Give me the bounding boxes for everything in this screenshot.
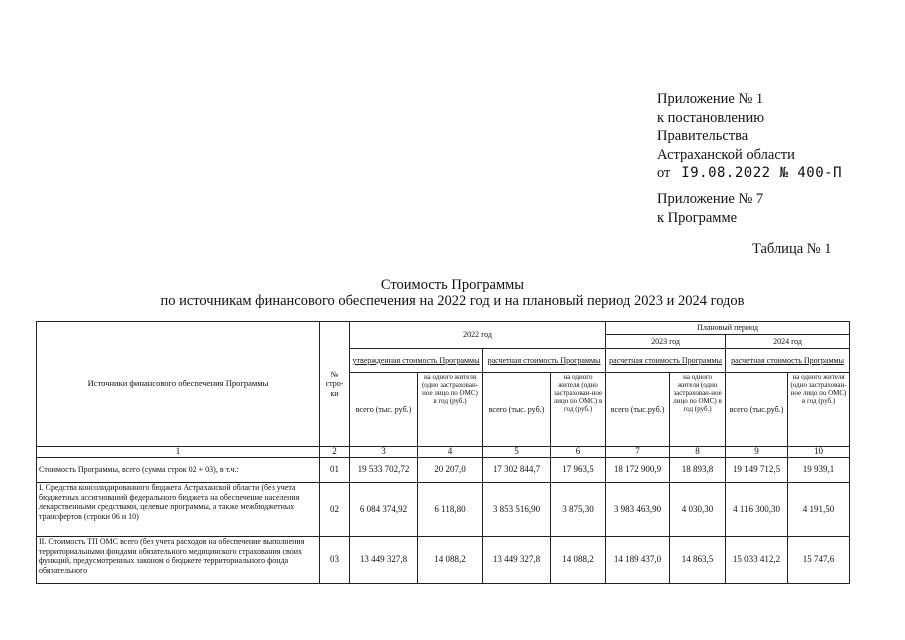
program-appendix-heading <box>657 190 763 227</box>
appendix-line-4: Астраханской области <box>657 146 795 163</box>
column-number: 3 <box>350 447 418 458</box>
cell-total-2022-calculated: 13 449 327,8 <box>483 537 551 584</box>
header-total-9: всего (тыс.руб.) <box>726 373 788 447</box>
cost-table <box>36 321 850 584</box>
cell-per-person-2023: 14 863,5 <box>670 537 726 584</box>
header-year-2022: 2022 год <box>350 322 606 349</box>
program-appendix-line-2: к Программе <box>657 209 738 226</box>
column-number: 2 <box>320 447 350 458</box>
cell-total-2024: 19 149 712,5 <box>726 458 788 483</box>
cell-total-2022-calculated: 17 302 844,7 <box>483 458 551 483</box>
appendix-heading <box>657 90 842 183</box>
cell-per-person-2022-approved: 20 207,0 <box>418 458 483 483</box>
row-number: 02 <box>320 483 350 537</box>
order-reference <box>657 164 842 183</box>
row-number: 01 <box>320 458 350 483</box>
cell-total-2022-approved: 6 084 374,92 <box>350 483 418 537</box>
cell-per-person-2024: 19 939,1 <box>788 458 850 483</box>
order-date-number: I9.08.2022 № 400-П <box>681 165 842 181</box>
header-per-person-8: на одного жителя (одно застрахован-ное лицо по ОМС) в год (руб.) <box>670 373 726 447</box>
cell-total-2022-approved: 13 449 327,8 <box>350 537 418 584</box>
cell-total-2022-calculated: 3 853 516,90 <box>483 483 551 537</box>
header-total-3: всего (тыс. руб.) <box>350 373 418 447</box>
column-number-row <box>37 447 850 458</box>
document-title: Стоимость Программы <box>380 277 525 293</box>
cell-per-person-2024: 4 191,50 <box>788 483 850 537</box>
header-calculated-cost-2024: расчетная стоимость Программы <box>726 349 850 373</box>
cell-total-2023: 14 189 437,0 <box>606 537 670 584</box>
cell-total-2024: 4 116 300,30 <box>726 483 788 537</box>
header-calculated-cost-2022: расчетная стоимость Программы <box>483 349 606 373</box>
column-number: 8 <box>670 447 726 458</box>
order-prefix: от <box>657 165 671 181</box>
header-per-person-6: на одного жителя (одно застрахован-ное лицо по ОМС) в год (руб.) <box>551 373 606 447</box>
column-number: 6 <box>551 447 606 458</box>
cell-per-person-2022-calculated: 3 875,30 <box>551 483 606 537</box>
table-row <box>37 458 850 483</box>
row-source: Стоимость Программы, всего (сумма строк 02 + 03), в т.ч.: <box>37 458 320 483</box>
column-number: 4 <box>418 447 483 458</box>
column-number: 1 <box>37 447 320 458</box>
cell-per-person-2022-calculated: 14 088,2 <box>551 537 606 584</box>
header-total-5: всего (тыс. руб.) <box>483 373 551 447</box>
cell-per-person-2023: 4 030,30 <box>670 483 726 537</box>
table-row <box>37 483 850 537</box>
header-per-person-4: на одного жителя (одно застрахован-ное лицо по ОМС) в год (руб.) <box>418 373 483 447</box>
column-number: 7 <box>606 447 670 458</box>
cell-per-person-2022-approved: 14 088,2 <box>418 537 483 584</box>
header-year-2023: 2023 год <box>606 335 726 349</box>
header-total-7: всего (тыс.руб.) <box>606 373 670 447</box>
cell-total-2024: 15 033 412,2 <box>726 537 788 584</box>
row-source: I. Средства консолидированного бюджета Астраханской области (без учета бюджетных ассигнований федерального бюджета на обеспечение населения лекарственными средствами, целевые программы, а также межбюджетных трансфертов (строки 06 и 10) <box>37 483 320 537</box>
column-number: 10 <box>788 447 850 458</box>
column-number: 5 <box>483 447 551 458</box>
document-subtitle: по источникам финансового обеспечения на 2022 год и на плановый период 2023 и 2024 годов <box>160 293 745 309</box>
cell-per-person-2024: 15 747,6 <box>788 537 850 584</box>
appendix-line-3: Правительства <box>657 128 749 144</box>
row-source: II. Стоимость ТП ОМС всего (без учета расходов на обеспечение выполнения территориальными фондами обязательного медицинского страхования своих функций, предусмотренных законом о бюджете территориального фонда обязательного <box>37 537 320 584</box>
column-number: 9 <box>726 447 788 458</box>
appendix-line-1: Приложение № 1 <box>657 91 764 107</box>
cell-per-person-2023: 18 893,8 <box>670 458 726 483</box>
appendix-line-2: к постановлению <box>657 109 765 126</box>
cell-total-2023: 3 983 463,90 <box>606 483 670 537</box>
header-sources: Источники финансового обеспечения Программы <box>37 322 320 447</box>
cell-per-person-2022-approved: 6 118,80 <box>418 483 483 537</box>
header-year-2024: 2024 год <box>726 335 850 349</box>
header-planned-period: Плановый период <box>606 322 850 335</box>
cell-total-2023: 18 172 900,9 <box>606 458 670 483</box>
cell-per-person-2022-calculated: 17 963,5 <box>551 458 606 483</box>
header-approved-cost: утвержденная стоимость Программы <box>350 349 483 373</box>
table-row <box>37 537 850 584</box>
program-appendix-line-1: Приложение № 7 <box>657 191 764 207</box>
row-number: 03 <box>320 537 350 584</box>
header-row-number: № стро-ки <box>320 322 350 447</box>
cell-total-2022-approved: 19 533 702,72 <box>350 458 418 483</box>
header-calculated-cost-2023: расчетная стоимость Программы <box>606 349 726 373</box>
header-per-person-10: на одного жителя (одно застрахован-ное лицо по ОМС) в год (руб.) <box>788 373 850 447</box>
table-number: Таблица № 1 <box>752 241 832 257</box>
